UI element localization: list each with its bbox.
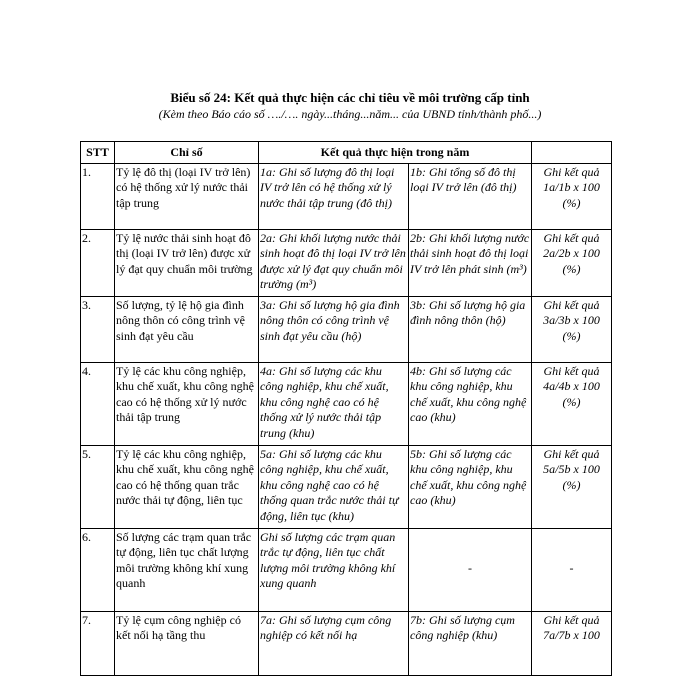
row-result-b: 5b: Ghi số lượng các khu công nghiệp, khu chế xuất, khu công nghệ cao (khu)	[409, 445, 532, 528]
row-note: Ghi kết quả 7a/7b x 100	[532, 611, 612, 675]
row-result-a: 2a: Ghi khối lượng nước thải sinh hoạt đô thị loại IV trở lên được xử lý đạt quy chuẩn môi trường (m³)	[259, 229, 409, 296]
row-indicator: Số lượng các trạm quan trắc tự động, liên tục chất lượng môi trường không khí xung quanh	[115, 528, 259, 611]
row-indicator: Số lượng, tỷ lệ hộ gia đình nông thôn có công trình vệ sinh đạt yêu cầu	[115, 296, 259, 362]
row-result-a: 5a: Ghi số lượng các khu công nghiệp, khu chế xuất, khu công nghệ cao có hệ thống quan trắc nước thải tự động, liên tục (khu)	[259, 445, 409, 528]
row-stt: 3.	[81, 296, 115, 362]
row-note: Ghi kết quả 5a/5b x 100 (%)	[532, 445, 612, 528]
table-row	[81, 163, 612, 229]
row-stt: 7.	[81, 611, 115, 675]
table-header-row	[81, 142, 612, 164]
row-indicator: Tỷ lệ nước thải sinh hoạt đô thị (loại IV trở lên) được xử lý đạt quy chuẩn môi trường	[115, 229, 259, 296]
row-indicator: Tỷ lệ cụm công nghiệp có kết nối hạ tầng thu	[115, 611, 259, 675]
row-result-b: 7b: Ghi số lượng cụm công nghiệp (khu)	[409, 611, 532, 675]
row-result-a: 4a: Ghi số lượng các khu công nghiệp, khu chế xuất, khu công nghệ cao có hệ thống xử lý nước thải tập trung (khu)	[259, 362, 409, 445]
report-subtitle: (Kèm theo Báo cáo số …./…. ngày...tháng...năm... của UBND tỉnh/thành phố...)	[158, 107, 542, 121]
row-result-b: 3b: Ghi số lượng hộ gia đình nông thôn (hộ)	[409, 296, 532, 362]
table-row	[81, 445, 612, 528]
row-result-b: -	[409, 528, 532, 611]
row-result-a: 1a: Ghi số lượng đô thị loại IV trở lên có hệ thống xử lý nước thải tập trung (đô thị)	[259, 163, 409, 229]
row-note: -	[532, 528, 612, 611]
header-stt: STT	[81, 142, 115, 164]
row-result-b: 4b: Ghi số lượng các khu công nghiệp, khu chế xuất, khu công nghệ cao (khu)	[409, 362, 532, 445]
table-row	[81, 362, 612, 445]
row-indicator: Tỷ lệ đô thị (loại IV trở lên) có hệ thống xử lý nước thải tập trung	[115, 163, 259, 229]
table-row	[81, 229, 612, 296]
row-indicator: Tỷ lệ các khu công nghiệp, khu chế xuất, khu công nghệ cao có hệ thống quan trắc nước thải tự động, liên tục	[115, 445, 259, 528]
row-note: Ghi kết quả 4a/4b x 100 (%)	[532, 362, 612, 445]
row-stt: 5.	[81, 445, 115, 528]
row-result-b: 2b: Ghi khối lượng nước thải sinh hoạt đô thị loại IV trở lên phát sinh (m³)	[409, 229, 532, 296]
table-row	[81, 296, 612, 362]
table-row	[81, 611, 612, 675]
row-result-b: 1b: Ghi tổng số đô thị loại IV trở lên (đô thị)	[409, 163, 532, 229]
row-result-a: Ghi số lượng các trạm quan trắc tự động, liên tục chất lượng môi trường không khí xung quanh	[259, 528, 409, 611]
indicator-table	[80, 141, 612, 676]
table-row	[81, 528, 612, 611]
header-note	[532, 142, 612, 164]
row-stt: 6.	[81, 528, 115, 611]
row-note: Ghi kết quả 3a/3b x 100 (%)	[532, 296, 612, 362]
report-title: Biểu số 24: Kết quả thực hiện các chỉ tiêu về môi trường cấp tỉnh	[170, 90, 530, 105]
header-results: Kết quả thực hiện trong năm	[259, 142, 532, 164]
row-indicator: Tỷ lệ các khu công nghiệp, khu chế xuất, khu công nghệ cao có hệ thống xử lý nước thải tập trung	[115, 362, 259, 445]
row-stt: 1.	[81, 163, 115, 229]
row-stt: 2.	[81, 229, 115, 296]
row-stt: 4.	[81, 362, 115, 445]
row-note: Ghi kết quả 1a/1b x 100 (%)	[532, 163, 612, 229]
row-note: Ghi kết quả 2a/2b x 100 (%)	[532, 229, 612, 296]
row-result-a: 7a: Ghi số lượng cụm công nghiệp có kết nối hạ	[259, 611, 409, 675]
header-indicator: Chỉ số	[115, 142, 259, 164]
row-result-a: 3a: Ghi số lượng hộ gia đình nông thôn có công trình vệ sinh đạt yêu cầu (hộ)	[259, 296, 409, 362]
